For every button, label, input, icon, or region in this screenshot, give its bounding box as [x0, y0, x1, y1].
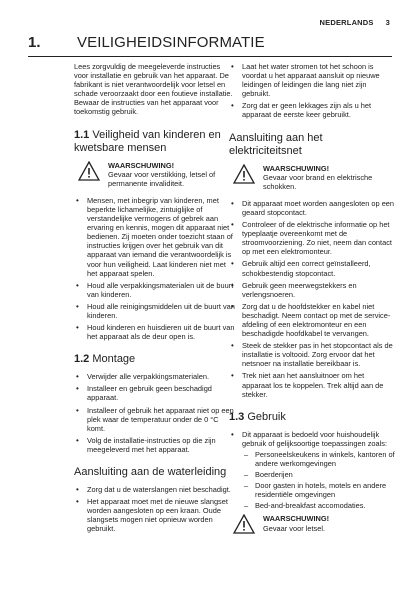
usage-list	[229, 430, 395, 511]
list-item	[229, 430, 395, 511]
list-item: • Installeer en gebruik geen beschadigd apparaat.	[74, 384, 236, 402]
warning-text: Gevaar voor letsel.	[263, 523, 326, 533]
warning-title: WAARSCHUWING!	[108, 160, 175, 170]
section-title: Montage	[92, 353, 136, 366]
list-item: • Controleer of de elektrische informatie op het typeplaatje overeenkomt met de stroomvoorziening. Zo niet, neem dan contact op met een elektromonteur.	[229, 220, 395, 256]
list-item: • Houd kinderen en huisdieren uit de buurt van het apparaat als de deur open is.	[74, 323, 236, 341]
section-number: 1.1	[74, 128, 90, 141]
warning-title: WAARSCHUWING!	[263, 163, 330, 173]
sublist-item: – Boerderijen	[242, 470, 395, 479]
page-header	[320, 18, 390, 27]
installation-list	[74, 372, 236, 454]
section-1-2-heading	[74, 353, 236, 366]
water-connection-list	[74, 485, 236, 533]
section-title: Veiligheid van kinderen en kwetsbare mensen	[74, 128, 221, 154]
warning-text: Gevaar voor brand en elektrische schokken.	[263, 172, 373, 191]
section-number: 1.3	[229, 410, 245, 423]
warning-icon	[233, 514, 255, 534]
list-item: • Zorg dat u de hoofdstekker en kabel niet beschadigt. Neem contact op met de service-afdeling of een elektromonteur en een beschadigde hoofdkabel te vervangen.	[229, 302, 395, 338]
list-item: • Zorg dat u de waterslangen niet beschadigt.	[74, 485, 236, 494]
section-title: Gebruik	[247, 410, 286, 423]
usage-lead: Dit apparaat is bedoeld voor huishoudelijk gebruik of gelijksoortige toepassingen zoals:	[242, 429, 388, 448]
warning-icon	[233, 164, 255, 184]
list-item: • Dit apparaat moet worden aangesloten op een geaard stopcontact.	[229, 199, 395, 217]
list-item: • Verwijder alle verpakkingsmaterialen.	[74, 372, 236, 381]
list-item: • Laat het water stromen tot het schoon is voordat u het apparaat aansluit op nieuwe leidingen of leidingen die lang niet zijn gebruikt.	[229, 62, 395, 98]
list-item: • Houd alle reinigingsmiddelen uit de buurt van kinderen.	[74, 302, 236, 320]
water-connection-heading: Aansluiting aan de waterleiding	[74, 466, 227, 478]
list-item: • Installeer of gebruik het apparaat niet op een plek waar de temperatuur onder de 0 °C komt.	[74, 406, 236, 433]
list-item: • Gebruik geen meerwegstekkers en verlengsnoeren.	[229, 281, 395, 299]
chapter-number: 1.	[28, 34, 41, 51]
intro-paragraph: Lees zorgvuldig de meegeleverde instructies voor installatie en gebruik van het apparaat. De fabrikant is niet verantwoordelijk voor letsel en schade veroorzaakt door een foutieve installatie. Bewaar de instructies van het apparaat voor toekomstig gebruik.	[74, 62, 233, 117]
section-1-1-heading	[74, 129, 236, 155]
list-item: • Het apparaat moet met de nieuwe slangset worden aangesloten op een kraan. Oude slangsets mogen niet opnieuw worden gebruikt.	[74, 497, 236, 533]
warning-text: Gevaar voor verstikking, letsel of permanente invaliditeit.	[108, 169, 216, 188]
right-column	[229, 62, 395, 546]
page-number: 3	[385, 18, 390, 27]
warning-icon	[78, 161, 100, 181]
section-number: 1.2	[74, 353, 90, 366]
list-item: • Mensen, met inbegrip van kinderen, met beperkte lichamelijke, zintuiglijke of verstandelijke vermogens of gebrek aan ervaring en kennis, mogen dit apparaat niet bedienen. Zij moeten onder toezicht staan of instructies krijgen over het gebruik van dit apparaat van iemand die verantwoordelijk is voor hun veiligheid. Laat kinderen niet met het apparaat spelen.	[74, 196, 236, 278]
sublist-item: – Personeelskeukens in winkels, kantoren of andere werkomgevingen	[242, 450, 395, 468]
warning-block	[229, 164, 395, 191]
header-language: NEDERLANDS	[319, 18, 374, 27]
child-safety-list	[74, 196, 236, 341]
chapter-title	[28, 34, 392, 57]
usage-sublist	[242, 450, 395, 511]
sublist-item: – Door gasten in hotels, motels en andere residentiële omgevingen	[242, 481, 395, 499]
warning-block	[74, 161, 236, 188]
list-item: • Zorg dat er geen lekkages zijn als u het apparaat de eerste keer gebruikt.	[229, 101, 395, 119]
list-item: • Volg de installatie-instructies op die zijn meegeleverd met het apparaat.	[74, 436, 236, 454]
list-item: • Gebruik altijd een correct geïnstalleerd, schokbestendig stopcontact.	[229, 259, 395, 277]
sublist-item: – Bed-and-breakfast accomodaties.	[242, 501, 395, 510]
warning-block	[229, 514, 395, 538]
list-item: • Houd alle verpakkingsmaterialen uit de buurt van kinderen.	[74, 281, 236, 299]
chapter-heading: VEILIGHEIDSINFORMATIE	[77, 34, 265, 51]
list-item: • Steek de stekker pas in het stopcontact als de installatie is voltooid. Zorg ervoor dat het netsnoer na installatie bereikbaar is.	[229, 341, 395, 368]
electric-connection-list	[229, 199, 395, 399]
left-column	[74, 62, 236, 536]
electric-connection-heading: Aansluiting aan het elektriciteitsnet	[229, 131, 323, 157]
water-connection-list-continued	[229, 62, 395, 120]
warning-title: WAARSCHUWING!	[263, 514, 330, 524]
section-1-3-heading	[229, 411, 395, 424]
list-item: • Trek niet aan het aansluitnoer om het apparaat los te koppelen. Trek altijd aan de stekker.	[229, 371, 395, 398]
